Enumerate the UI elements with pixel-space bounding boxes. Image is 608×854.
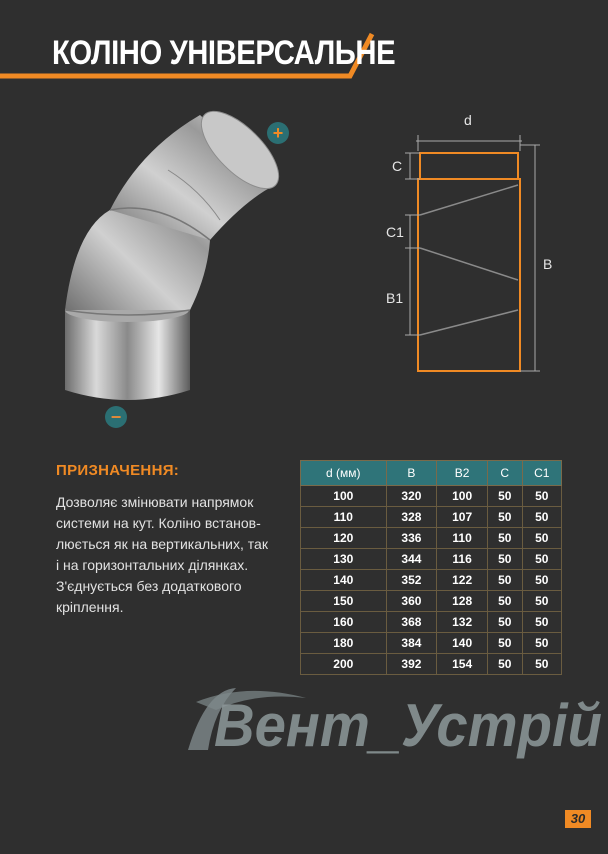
- purpose-line: кріплення.: [56, 599, 124, 615]
- table-cell: 140: [437, 633, 488, 654]
- purpose-line: люється як на вертикальних, так: [56, 536, 268, 552]
- table-cell: 50: [487, 591, 522, 612]
- table-cell: 132: [437, 612, 488, 633]
- table-cell: 100: [301, 486, 387, 507]
- table-cell: 50: [522, 612, 561, 633]
- purpose-line: і на горизонтальних ділянках.: [56, 557, 249, 573]
- table-cell: 392: [386, 654, 437, 675]
- table-body: [301, 486, 562, 675]
- dim-label-c1: C1: [386, 224, 404, 240]
- table-cell: 180: [301, 633, 387, 654]
- table-cell: 50: [487, 612, 522, 633]
- table-cell: 360: [386, 591, 437, 612]
- table-cell: 344: [386, 549, 437, 570]
- page-title: КОЛІНО УНІВЕРСАЛЬНЕ: [52, 34, 396, 72]
- technical-diagram: [380, 105, 580, 395]
- table-header-cell: d (мм): [301, 461, 387, 486]
- table-cell: 50: [522, 654, 561, 675]
- table-cell: 50: [522, 549, 561, 570]
- table-cell: 100: [437, 486, 488, 507]
- table-row: [301, 486, 562, 507]
- table-row: [301, 507, 562, 528]
- table-cell: 128: [437, 591, 488, 612]
- table-row: [301, 633, 562, 654]
- table-row: [301, 612, 562, 633]
- table-cell: 50: [522, 528, 561, 549]
- table-cell: 154: [437, 654, 488, 675]
- table-row: [301, 528, 562, 549]
- table-header-cell: B: [386, 461, 437, 486]
- table-cell: 160: [301, 612, 387, 633]
- table-cell: 110: [437, 528, 488, 549]
- logo-text: Вент_Устрій: [214, 692, 602, 759]
- purpose-description: [56, 492, 286, 618]
- table-cell: 384: [386, 633, 437, 654]
- purpose-line: Дозволяє змінювати напрямок: [56, 494, 254, 510]
- dim-label-c: C: [392, 158, 403, 174]
- table-cell: 140: [301, 570, 387, 591]
- purpose-line: системи на кут. Коліно встанов-: [56, 515, 261, 531]
- spec-table: [300, 460, 562, 675]
- table-cell: 50: [522, 507, 561, 528]
- purpose-title: ПРИЗНАЧЕННЯ:: [56, 462, 180, 479]
- minus-icon: −: [105, 406, 127, 428]
- table-header-row: [301, 461, 562, 486]
- dim-label-b: B: [543, 256, 553, 272]
- table-row: [301, 591, 562, 612]
- table-header-cell: C1: [522, 461, 561, 486]
- table-row: [301, 549, 562, 570]
- plus-icon: +: [267, 122, 289, 144]
- table-cell: 130: [301, 549, 387, 570]
- table-cell: 50: [487, 507, 522, 528]
- table-cell: 50: [487, 528, 522, 549]
- table-cell: 150: [301, 591, 387, 612]
- table-cell: 50: [487, 570, 522, 591]
- table-cell: 110: [301, 507, 387, 528]
- table-cell: 50: [522, 633, 561, 654]
- table-cell: 368: [386, 612, 437, 633]
- table-cell: 200: [301, 654, 387, 675]
- table-row: [301, 654, 562, 675]
- table-cell: 107: [437, 507, 488, 528]
- table-cell: 50: [522, 591, 561, 612]
- table-cell: 116: [437, 549, 488, 570]
- elbow-pipe-image: [50, 110, 300, 430]
- dim-label-b1: B1: [386, 290, 404, 306]
- table-cell: 320: [386, 486, 437, 507]
- page-number: 30: [565, 810, 591, 828]
- table-cell: 328: [386, 507, 437, 528]
- brand-logo: [186, 680, 606, 760]
- dim-label-d: d: [464, 112, 472, 128]
- table-cell: 336: [386, 528, 437, 549]
- table-cell: 50: [487, 486, 522, 507]
- table-row: [301, 570, 562, 591]
- table-cell: 50: [487, 633, 522, 654]
- table-cell: 50: [522, 486, 561, 507]
- table-header-cell: B2: [437, 461, 488, 486]
- table-cell: 50: [522, 570, 561, 591]
- table-cell: 50: [487, 549, 522, 570]
- table-cell: 122: [437, 570, 488, 591]
- table-cell: 120: [301, 528, 387, 549]
- table-cell: 352: [386, 570, 437, 591]
- table-cell: 50: [487, 654, 522, 675]
- purpose-line: З'єднується без додаткового: [56, 578, 242, 594]
- table-header-cell: C: [487, 461, 522, 486]
